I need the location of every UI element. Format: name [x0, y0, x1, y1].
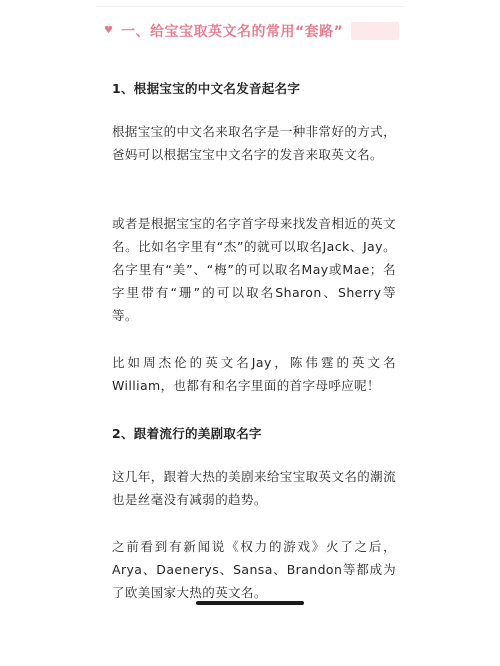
section-header	[104, 20, 399, 42]
top-divider	[96, 6, 404, 7]
subheading-1: 1、根据宝宝的中文名发音起名字	[112, 81, 301, 96]
paragraph-2: 或者是根据宝宝的名字首字母来找发音相近的英文名。比如名字里有“杰”的就可以取名Jack、Jay。名字里有“美”、“梅”的可以取名May或Mae；名字里带有“珊”的可以取名Sharon、Sherry等等。	[112, 216, 396, 323]
paragraph-3: 比如周杰伦的英文名Jay，陈伟霆的英文名William，也都有和名字里面的首字母呼应呢！	[112, 355, 396, 393]
section-title: 一、给宝宝取英文名的常用“套路”	[120, 24, 344, 40]
paragraph-1: 根据宝宝的中文名来取名字是一种非常好的方式，爸妈可以根据宝宝中文名字的发音来取英文名。	[112, 124, 396, 162]
paragraph-5: 之前看到有新闻说《权力的游戏》火了之后，Arya、Daenerys、Sansa、Brandon等都成为了欧美国家大热的英文名。	[112, 539, 396, 600]
home-indicator[interactable]	[196, 601, 304, 605]
subheading-2: 2、跟着流行的美剧取名字	[112, 426, 262, 441]
heart-icon: ♥	[104, 25, 113, 36]
paragraph-4: 这几年，跟着大热的美剧来给宝宝取英文名的潮流也是丝毫没有减弱的趋势。	[112, 469, 396, 507]
title-highlight-decoration	[351, 22, 399, 40]
